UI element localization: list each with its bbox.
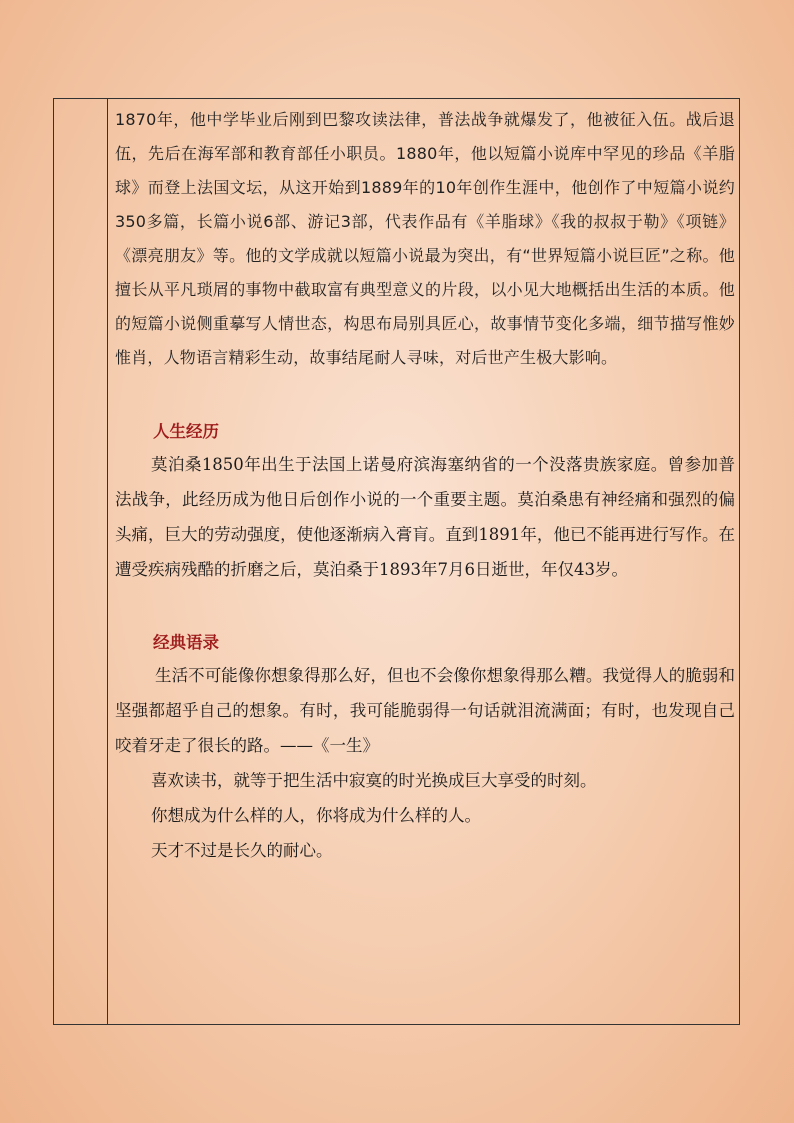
quote-line: 喜欢读书，就等于把生活中寂寞的时光换成巨大享受的时刻。 xyxy=(151,771,597,790)
left-column-cell xyxy=(54,99,108,1024)
quote-line: 天才不过是长久的耐心。 xyxy=(151,841,333,860)
content-cell xyxy=(115,99,735,868)
life-heading: 人生经历 xyxy=(153,422,219,441)
quote-paragraph: 生活不可能像你想象得那么好，但也不会像你想象得那么糟。我觉得人的脆弱和坚强都超乎自己的想象。有时，我可能脆弱得一句话就泪流满面；有时，也发现自己咬着牙走了很长的路。——《一生》 xyxy=(115,666,735,755)
life-paragraph: 莫泊桑1850年出生于法国上诺曼府滨海塞纳省的一个没落贵族家庭。曾参加普法战争，此经历成为他日后创作小说的一个重要主题。莫泊桑患有神经痛和强烈的偏头痛，巨大的劳动强度，使他逐渐病入膏肓。直到1891年，他已不能再进行写作。在遭受疾病残酷的折磨之后，莫泊桑于1893年7月6日逝世，年仅43岁。 xyxy=(115,455,735,579)
intro-paragraph: 1870年，他中学毕业后刚到巴黎攻读法律，普法战争就爆发了，他被征入伍。战后退伍，先后在海军部和教育部任小职员。1880年，他以短篇小说库中罕见的珍品《羊脂球》而登上法国文坛，从这开始到1889年的10年创作生涯中，他创作了中短篇小说约350多篇，长篇小说6部、游记3部，代表作品有《羊脂球》《我的叔叔于勒》《项链》《漂亮朋友》等。他的文学成就以短篇小说最为突出，有“世界短篇小说巨匠”之称。他擅长从平凡琐屑的事物中截取富有典型意义的片段，以小见大地概括出生活的本质。他的短篇小说侧重摹写人情世态，构思布局别具匠心，故事情节变化多端，细节描写惟妙惟肖，人物语言精彩生动，故事结尾耐人寻味，对后世产生极大影响。 xyxy=(115,110,735,367)
quote-line: 你想成为什么样的人，你将成为什么样的人。 xyxy=(151,806,481,825)
quotes-heading: 经典语录 xyxy=(153,633,219,652)
table-frame xyxy=(53,98,740,1025)
